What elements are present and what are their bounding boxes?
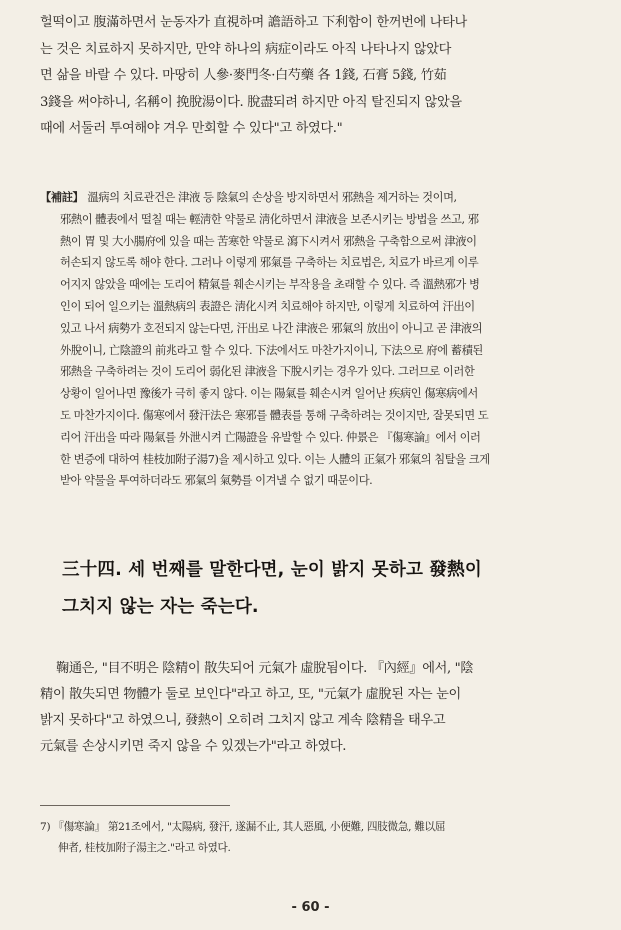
section-heading <box>62 552 582 626</box>
text-line: 熱이 胃 및 大小腸府에 있을 때는 苦寒한 약물로 瀉下시켜서 邪熱을 구축함으로써 津液이 <box>60 234 477 248</box>
text-line: 헐떡이고 腹滿하면서 눈동자가 直視하며 譫語하고 下利함이 한꺼번에 나타나 <box>40 15 467 30</box>
text-line: 鞠通은, "目不明은 陰精이 散失되어 元氣가 虛脫됨이다. 『內經』에서, "陰 <box>56 661 474 676</box>
text-line: 상황이 일어나면 豫後가 극히 좋지 않다. 이는 陽氣를 훼손시켜 일어난 疾病인 傷寒病에서 <box>60 387 478 401</box>
text-line: 허손되지 않도록 해야 한다. 그러나 이렇게 邪氣를 구축하는 치료법은, 치료가 바르게 이루 <box>60 256 479 270</box>
text-line: 리어 汗出을 따라 陽氣를 外泄시켜 亡陽證을 유발할 수 있다. 仲景은 『傷寒論』에서 이러 <box>60 430 481 444</box>
text-line: 어지지 않았을 때에는 도리어 精氣를 훼손시키는 부작용을 초래할 수 있다. 즉 溫熱邪가 병 <box>60 278 480 292</box>
text-line: 면 삶을 바랄 수 있다. 마땅히 人參·麥門冬·白芍藥 各 1錢, 石膏 5錢, 竹茹 <box>40 68 447 83</box>
footnote-line: 7) 『傷寒論』 第21조에서, "太陽病, 發汗, 遂漏不止, 其人惡風, 小便難, 四肢微急, 難以屈 <box>40 821 446 833</box>
text-line: 外脫이니, 亡陰證의 前兆라고 할 수 있다. 下法에서도 마찬가지이니, 下法으로 府에 蓄積된 <box>60 343 483 357</box>
footnote-line: 伸者, 桂枝加附子湯主之."라고 하였다. <box>58 842 231 854</box>
text-line: 邪熱을 구축하려는 것이 도리어 弱化된 津液을 下脫시키는 경우가 있다. 그러므로 이러한 <box>60 365 475 379</box>
footnote <box>40 817 588 859</box>
text-line: 邪熱이 體表에서 떨칠 때는 輕淸한 약물로 淸化하면서 津液을 보존시키는 방법을 쓰고, 邪 <box>60 212 479 226</box>
text-line <box>40 187 588 209</box>
text-line: 밝지 못하다"고 하였으니, 發熱이 오히려 그치지 않고 계속 陰精을 태우고 <box>40 713 446 728</box>
supplementary-note <box>40 187 588 492</box>
text-line: 있고 나서 病勢가 호전되지 않는다면, 汗出로 나간 津液은 邪氣의 放出이 아니고 곧 津液의 <box>60 321 483 335</box>
footnote-divider <box>40 805 230 806</box>
text-line: 元氣를 손상시키면 죽지 않을 수 있겠는가"라고 하였다. <box>40 739 347 754</box>
heading-line: 三十四. 세 번째를 말한다면, 눈이 밝지 못하고 發熱이 <box>62 560 482 580</box>
text-line: 한 변증에 대하여 桂枝加附子湯7)을 제시하고 있다. 이는 人體의 正氣가 邪氣의 침탈을 크게 <box>60 452 490 466</box>
supplementary-note-label: 【補註】 <box>40 190 84 204</box>
text-line: 精이 散失되면 物體가 둘로 보인다"라고 하고, 또, "元氣가 虛脫된 자는 눈이 <box>40 687 461 702</box>
text-line: 받아 약물을 투여하더라도 邪氣의 氣勢를 이겨낼 수 없기 때문이다. <box>60 474 373 488</box>
text-span: 溫病의 치료관건은 津液 등 陰氣의 손상을 방지하면서 邪熱을 제거하는 것이며, <box>87 191 457 204</box>
body-paragraph-top <box>40 10 588 143</box>
text-line: 3錢을 써야하니, 名稱이 挽脫湯이다. 脫盡되려 하지만 아직 탈진되지 않았을 <box>40 94 462 110</box>
heading-line: 그치지 않는 자는 죽는다. <box>62 597 259 617</box>
text-line: 때에 서둘러 투여해야 겨우 만회할 수 있다"고 하였다." <box>40 121 343 136</box>
commentary-paragraph <box>40 656 588 760</box>
text-line: 도 마찬가지이다. 傷寒에서 發汗法은 寒邪를 體表를 통해 구축하려는 것이지만, 잘못되면 도 <box>60 408 489 422</box>
text-line: 인이 되어 일으키는 溫熱病의 表證은 淸化시켜 치료해야 하지만, 이렇게 치료하여 汗出이 <box>60 299 475 313</box>
text-line: 는 것은 치료하지 못하지만, 만약 하나의 病症이라도 아직 나타나지 않았다 <box>40 41 451 57</box>
page-number: - 60 - <box>291 900 330 915</box>
